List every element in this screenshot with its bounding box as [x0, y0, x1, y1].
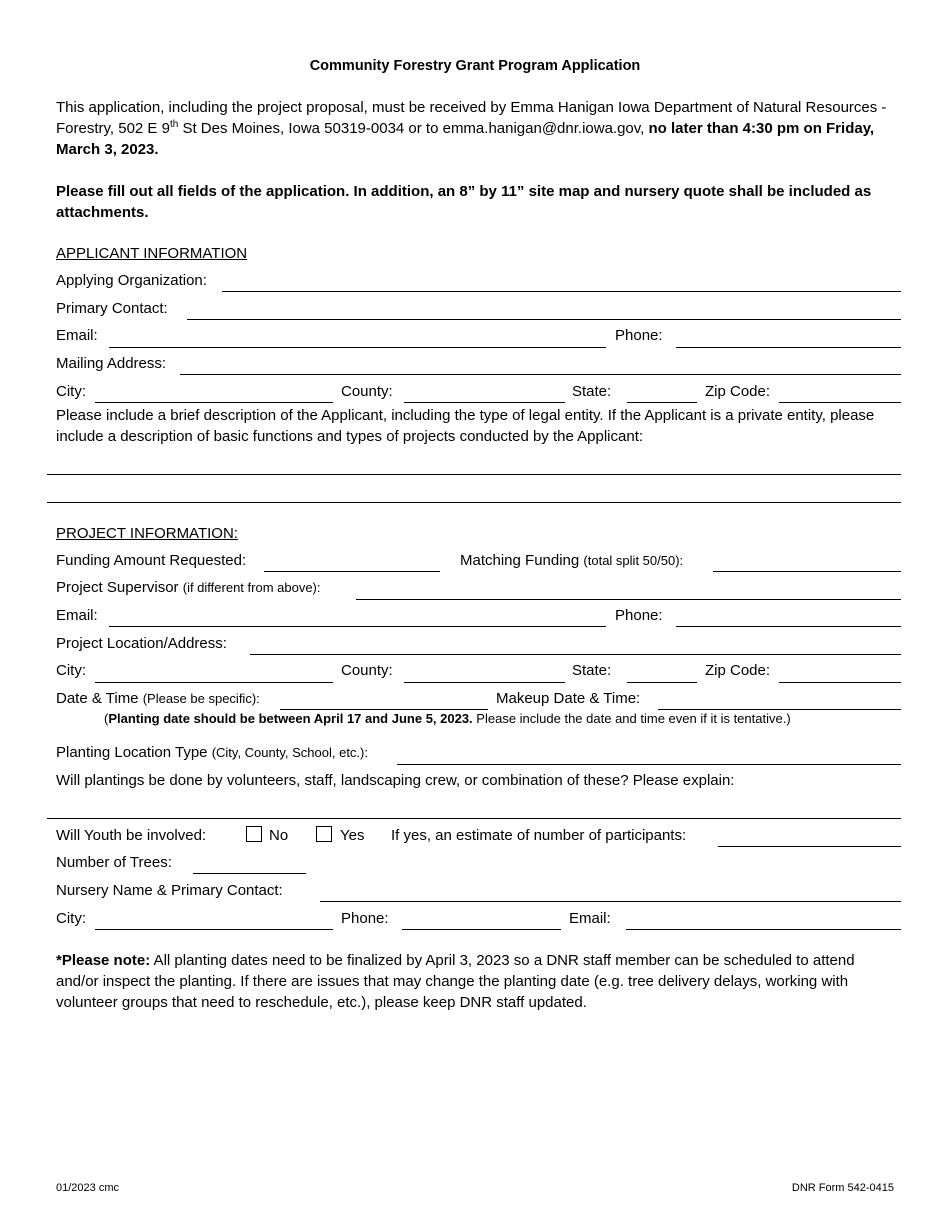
project-county-label: County: [341, 662, 393, 679]
planting-note-rest: Please include the date and time even if it is tentative.) [472, 711, 791, 726]
planting-location-type-note: (City, County, School, etc.): [211, 745, 368, 760]
youth-yes-label: Yes [340, 827, 365, 844]
nursery-city-label: City: [56, 910, 86, 927]
volunteers-answer-line[interactable] [47, 818, 901, 819]
project-section-heading: PROJECT INFORMATION: [56, 525, 238, 542]
planting-location-type-label [56, 744, 368, 762]
project-location-label: Project Location/Address: [56, 635, 227, 652]
applicant-email-field[interactable] [109, 347, 606, 348]
planting-date-note [104, 711, 791, 726]
youth-no-label: No [269, 827, 289, 844]
note-bold-prefix: *Please note: [56, 952, 151, 969]
makeup-date-label: Makeup Date & Time: [496, 690, 641, 707]
primary-contact-field[interactable] [187, 319, 901, 320]
matching-funding-text: Matching Funding [460, 552, 580, 569]
applicant-description-prompt: Please include a brief description of the Applicant, including the type of legal entity. If the Applicant is a private entity, please include a description of basic functions and types of projects conducted by the Applicant: [56, 407, 875, 445]
mailing-address-label: Mailing Address: [56, 355, 167, 372]
project-zip-field[interactable] [779, 682, 901, 683]
date-time-text: Date & Time [56, 690, 139, 707]
project-county-field[interactable] [404, 682, 565, 683]
planting-note-paren: ( [104, 711, 109, 726]
applicant-state-label: State: [572, 383, 612, 400]
matching-funding-label [460, 552, 683, 570]
nursery-contact-field[interactable] [320, 901, 901, 902]
instructions-text: Please fill out all fields of the application. In addition, an 8” by 11” site map and nursery quote shall be included as attachments. [56, 183, 872, 221]
date-time-field[interactable] [280, 709, 488, 710]
nursery-email-label: Email: [569, 910, 611, 927]
project-location-field[interactable] [250, 654, 901, 655]
project-city-field[interactable] [95, 682, 333, 683]
applicant-phone-label: Phone: [615, 327, 663, 344]
nursery-city-field[interactable] [95, 929, 333, 930]
youth-involved-label: Will Youth be involved: [56, 827, 207, 844]
project-email-label: Email: [56, 607, 98, 624]
applicant-city-label: City: [56, 383, 86, 400]
number-of-trees-label: Number of Trees: [56, 854, 172, 871]
project-phone-field[interactable] [676, 626, 901, 627]
note-body: All planting dates need to be finalized by April 3, 2023 so a DNR staff member can be scheduled to attend and/or inspect the planting. If there are issues that may change the planting date (e.g. tree delivery delays, working with volunteer groups that need to reschedule, etc.), please keep DNR staff updated. [56, 952, 855, 1011]
number-of-trees-field[interactable] [193, 873, 306, 874]
funding-amount-field[interactable] [264, 571, 440, 572]
project-state-field[interactable] [627, 682, 697, 683]
nursery-email-field[interactable] [626, 929, 901, 930]
applying-organization-label: Applying Organization: [56, 272, 207, 289]
planting-location-type-field[interactable] [397, 764, 901, 765]
project-zip-label: Zip Code: [705, 662, 771, 679]
applicant-county-label: County: [341, 383, 393, 400]
project-phone-label: Phone: [615, 607, 663, 624]
applicant-city-field[interactable] [95, 402, 333, 403]
project-email-field[interactable] [109, 626, 606, 627]
planting-note-bold: Planting date should be between April 17 and June 5, 2023. [108, 711, 473, 726]
intro-text: This application, including the project proposal, must be received by Emma Hanigan Iowa Department of Natural Resources - Forestry, 502 E 9 [56, 99, 887, 137]
participants-estimate-label: If yes, an estimate of number of participants: [391, 827, 687, 844]
primary-contact-label: Primary Contact: [56, 300, 168, 317]
nursery-phone-label: Phone: [341, 910, 389, 927]
project-supervisor-note: (if different from above): [182, 580, 321, 595]
matching-funding-field[interactable] [713, 571, 901, 572]
project-supervisor-label [56, 579, 321, 597]
planting-dates-note [56, 950, 896, 1013]
funding-amount-label: Funding Amount Requested: [56, 552, 247, 569]
footer-revision: 01/2023 cmc [56, 1182, 119, 1194]
project-state-label: State: [572, 662, 612, 679]
volunteers-prompt: Will plantings be done by volunteers, staff, landscaping crew, or combination of these? Please explain: [56, 772, 735, 789]
applicant-email-label: Email: [56, 327, 98, 344]
mailing-address-field[interactable] [180, 374, 901, 375]
deadline-text: no later than 4:30 pm on Friday, March 3, 2023. [56, 120, 875, 158]
applicant-zip-label: Zip Code: [705, 383, 771, 400]
project-supervisor-field[interactable] [356, 599, 901, 600]
makeup-date-field[interactable] [658, 709, 901, 710]
date-time-label [56, 690, 260, 708]
youth-no-checkbox[interactable] [246, 826, 262, 842]
planting-location-type-text: Planting Location Type [56, 744, 208, 761]
applicant-phone-field[interactable] [676, 347, 901, 348]
footer-form-number: DNR Form 542-0415 [791, 1182, 894, 1194]
participants-estimate-field[interactable] [718, 846, 901, 847]
intro-text-continued: St Des Moines, Iowa 50319-0034 or to emma.hanigan@dnr.iowa.gov, [178, 120, 649, 137]
applicant-section-heading: APPLICANT INFORMATION [56, 245, 248, 262]
applicant-county-field[interactable] [404, 402, 565, 403]
intro-paragraph [56, 97, 896, 160]
youth-yes-checkbox[interactable] [316, 826, 332, 842]
date-time-note: (Please be specific): [142, 691, 260, 706]
applicant-state-field[interactable] [627, 402, 697, 403]
nursery-phone-field[interactable] [402, 929, 561, 930]
nursery-contact-label: Nursery Name & Primary Contact: [56, 882, 283, 899]
project-city-label: City: [56, 662, 86, 679]
applicant-description-line-1[interactable] [47, 474, 901, 475]
project-supervisor-text: Project Supervisor [56, 579, 179, 596]
matching-funding-note: (total split 50/50): [583, 553, 684, 568]
intro-superscript: th [169, 119, 179, 130]
applying-organization-field[interactable] [222, 291, 901, 292]
applicant-description-line-2[interactable] [47, 502, 901, 503]
form-title: Community Forestry Grant Program Application [309, 58, 641, 74]
applicant-zip-field[interactable] [779, 402, 901, 403]
